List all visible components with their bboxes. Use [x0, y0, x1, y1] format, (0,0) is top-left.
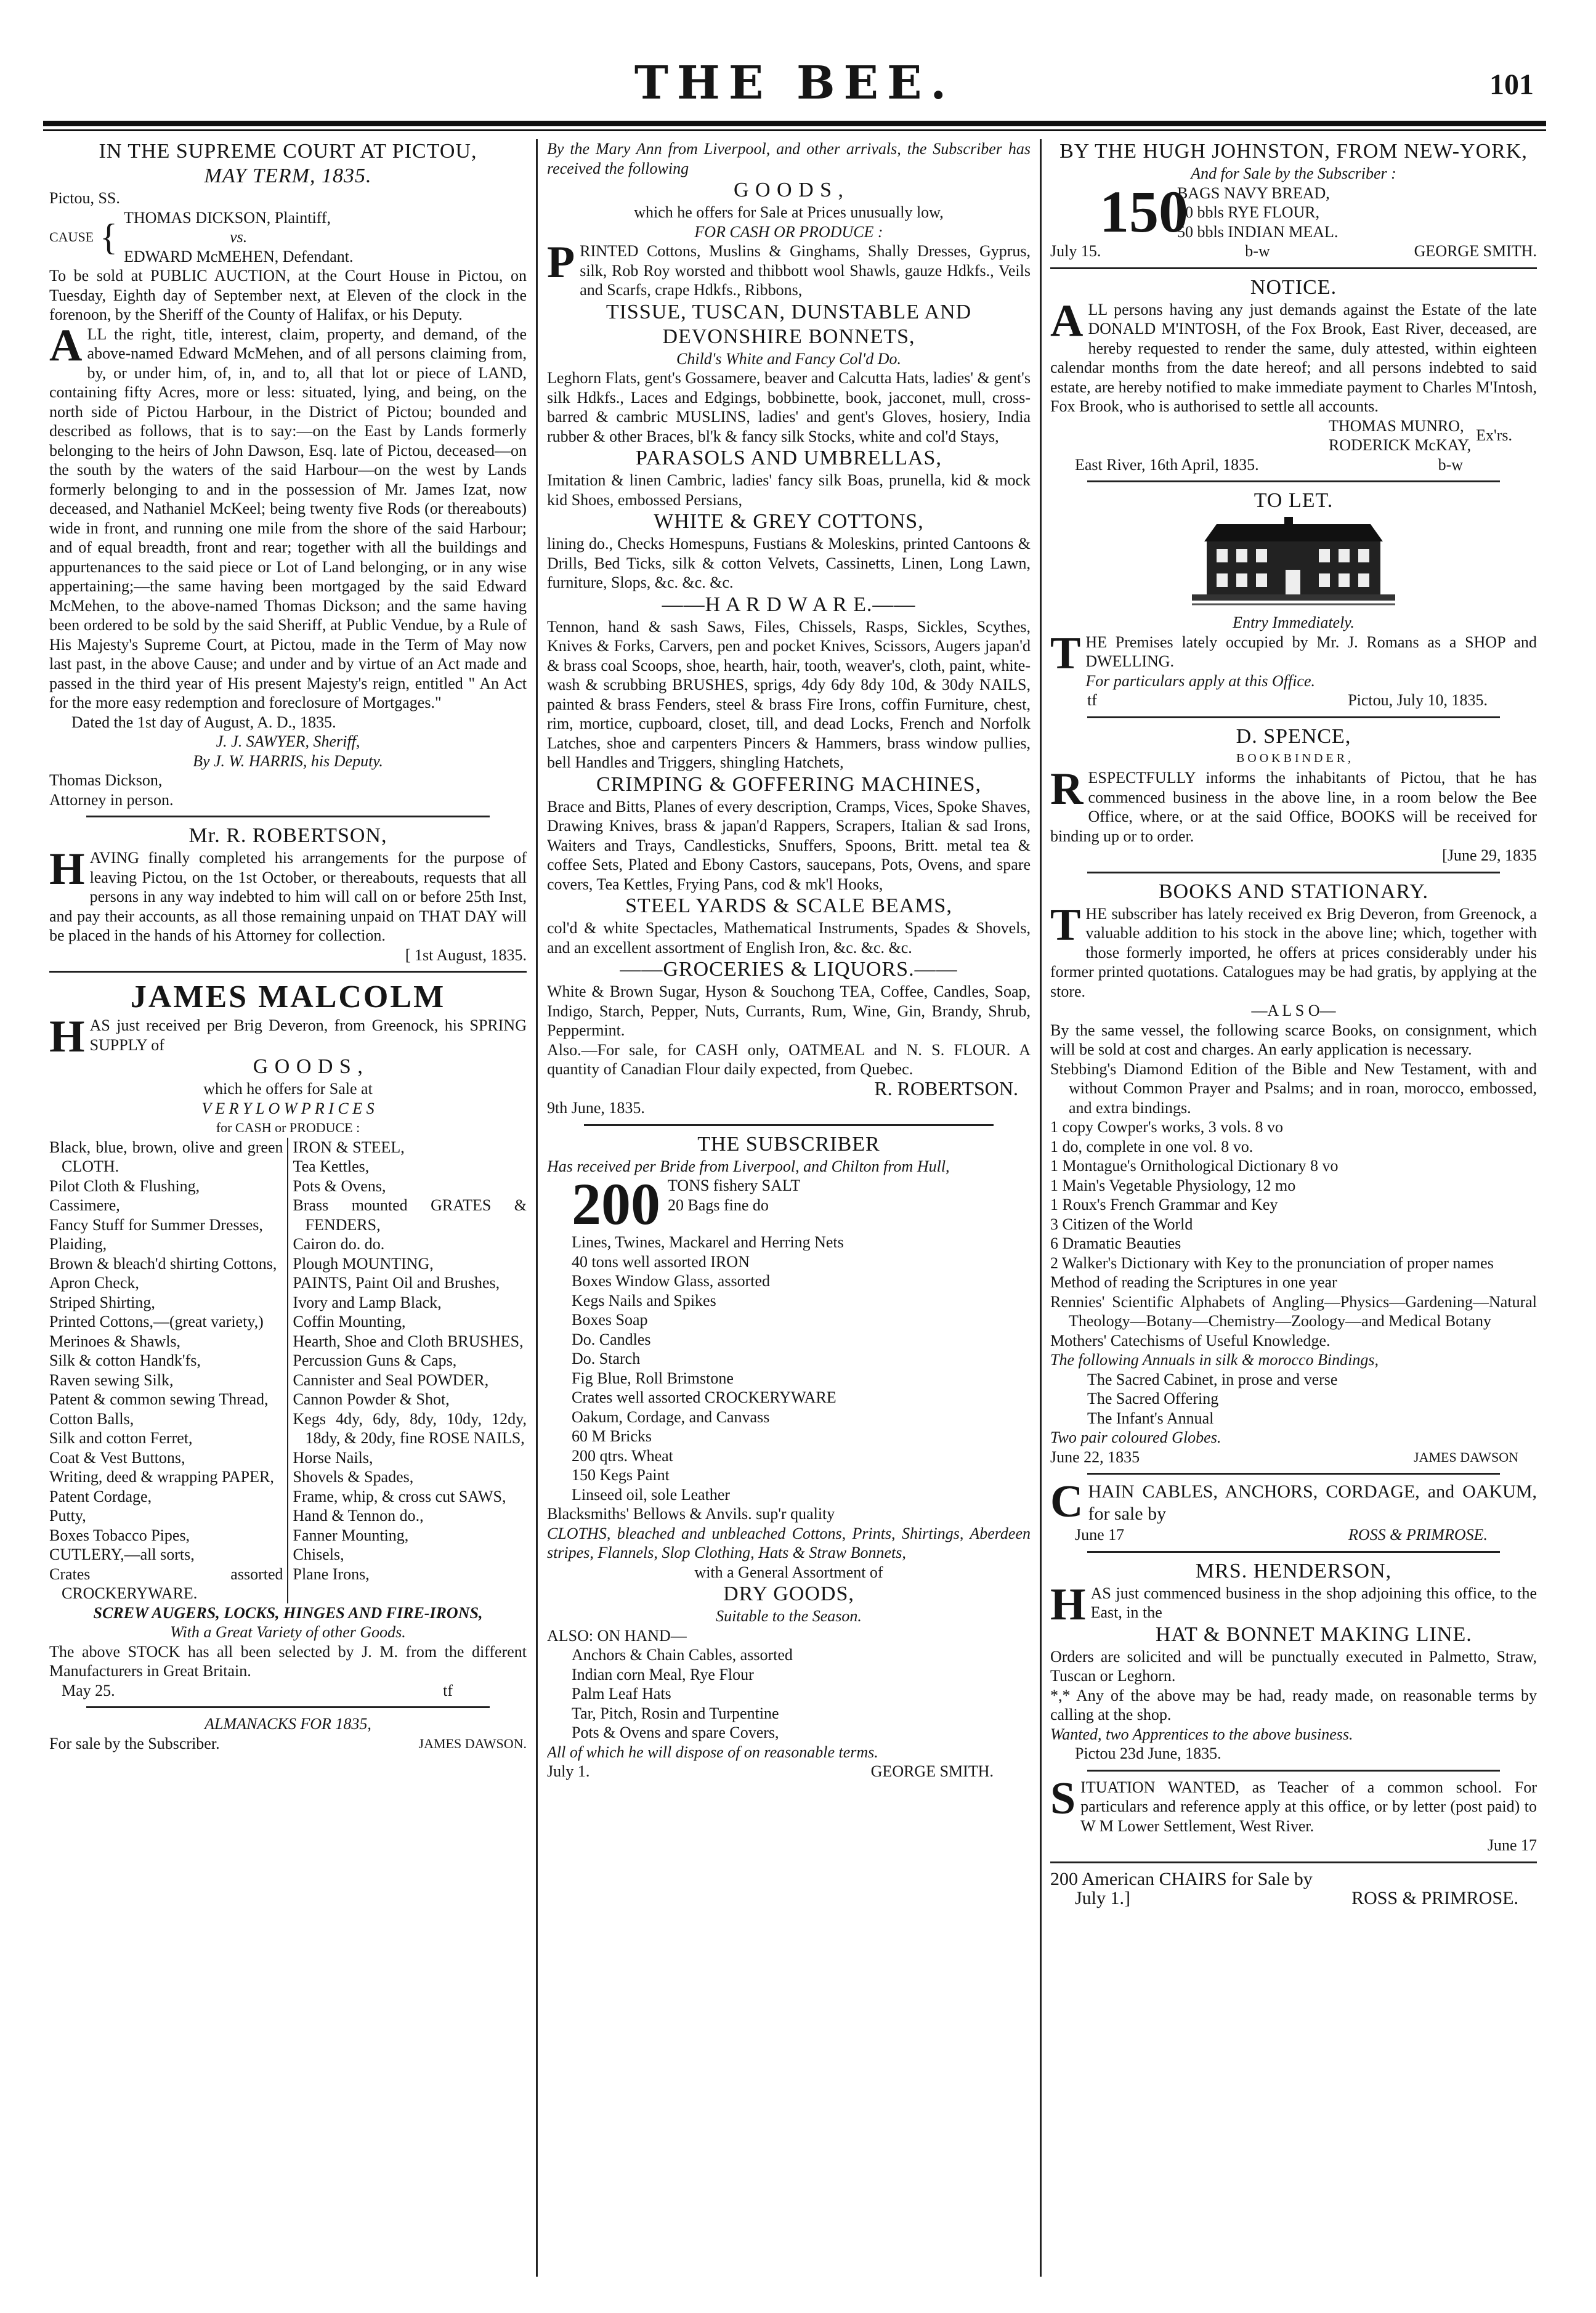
divider [1050, 267, 1537, 269]
dropcap: A [1050, 295, 1084, 346]
column-3 [1050, 139, 1537, 2277]
malcolm-list-item: CUTLERY,—all sorts, [49, 1545, 195, 1563]
court-place: Pictou, SS. [49, 189, 120, 207]
season: Suitable to the Season. [716, 1607, 862, 1625]
chain-signature: ROSS & PRIMROSE. [1348, 1526, 1488, 1544]
malcolm-list-item: Writing, deed & wrapping PAPER, [49, 1468, 274, 1486]
henderson-line: HAT & BONNET MAKING LINE. [1155, 1622, 1472, 1646]
to-let-heading: TO LET. [1254, 489, 1334, 512]
malcolm-list-item: Brown & bleach'd shirting Cottons, [49, 1254, 277, 1273]
court-parties [49, 208, 527, 267]
malcolm-selected: The above STOCK has all been selected by J. M. from the different Manufacturers in Great Britain. [49, 1642, 527, 1680]
robertson-date: [ 1st August, 1835. [405, 946, 527, 964]
malcolm-list-item: Black, blue, brown, olive and green CLOTH. [49, 1138, 283, 1175]
heading-groceries: ——GROCERIES & LIQUORS.—— [620, 958, 958, 981]
malcolm-list-item: Chisels, [293, 1545, 344, 1563]
dropcap: H [49, 844, 85, 894]
annual-list-item: The Infant's Annual [1087, 1409, 1214, 1427]
book-list-item: 1 do, complete in one vol. 8 vo. [1050, 1137, 1254, 1156]
annual-list-item: The Sacred Cabinet, in prose and verse [1087, 1370, 1338, 1388]
malcolm-list-item: Hand & Tennon do., [293, 1507, 424, 1525]
situation-date: June 17 [1487, 1836, 1537, 1854]
subscriber-list-item: Fig Blue, Roll Brimstone [572, 1369, 734, 1387]
general: with a General Assortment of [694, 1563, 883, 1581]
malcolm-heading: JAMES MALCOLM [130, 979, 446, 1015]
divider [1087, 716, 1500, 718]
johnston-list-item: 50 bbls RYE FLOUR, [1177, 203, 1320, 221]
malcolm-right-list [293, 1138, 527, 1603]
situation-ad [1050, 1773, 1537, 1855]
subscriber-list-item: Oakum, Cordage, and Canvass [572, 1408, 770, 1426]
notice-date: East River, 16th April, 1835. [1075, 455, 1259, 474]
malcolm-offer: which he offers for Sale at [203, 1080, 373, 1098]
malcolm-sign [49, 1681, 527, 1701]
heading-steel: STEEL YARDS & SCALE BEAMS, [625, 894, 952, 917]
to-let-ad [1050, 488, 1537, 710]
malcolm-list-item: Pots & Ovens, [293, 1177, 386, 1195]
subscriber-list-item: 40 tons well assorted IRON [572, 1252, 750, 1271]
cold: col'd & white Spectacles, Mathematical Instruments, Spades & Shovels, and an excellent assortment of English Iron, &c. &c. &c. [547, 919, 1031, 957]
subscriber-list-item: Linseed oil, sole Leather [572, 1485, 731, 1504]
dry-goods: DRY GOODS, [723, 1582, 854, 1605]
house-icon [1192, 517, 1395, 609]
malcolm-list-item: Plough MOUNTING, [293, 1254, 434, 1273]
book-list-item: 1 Roux's French Grammar and Key [1050, 1196, 1278, 1213]
notice-mark: b-w [1438, 455, 1463, 474]
malcolm-list-item: Striped Shirting, [49, 1293, 155, 1311]
annual-list-item: The Sacred Offering [1087, 1390, 1219, 1408]
johnston-block [1050, 184, 1537, 242]
henderson-any: *,* Any of the above may be had, ready made, on reasonable terms by calling at the shop. [1050, 1686, 1537, 1724]
malcolm-list-item: Raven sewing Silk, [49, 1371, 174, 1389]
also-flour: Also.—For sale, for CASH only, OATMEAL and N. S. FLOUR. A quantity of Canadian Flour daily expected, from Quebec. [547, 1040, 1031, 1078]
malcolm-list-item: Patent & common sewing Thread, [49, 1390, 269, 1408]
malcolm-list-item: Merinoes & Shawls, [49, 1332, 181, 1350]
malcolm-list-item: Putty, [49, 1507, 86, 1525]
on-hand-list-item: Pots & Ovens and spare Covers, [572, 1724, 779, 1741]
on-hand-list-item: Indian corn Meal, Rye Flour [572, 1665, 754, 1683]
johnston-mark: b-w [1245, 242, 1270, 260]
sugar: White & Brown Sugar, Hyson & Souchong TEA, Coffee, Candles, Soap, Indigo, Starch, Pepper, Nuts, Currants, Rum, Wine, Gin, Brandy, Shrub, Peppermint. [547, 982, 1031, 1039]
court-notice [49, 139, 527, 809]
chain-ad [1050, 1477, 1537, 1545]
malcolm-list-item: Crates assorted CROCKERYWARE. [49, 1565, 283, 1602]
on-hand-list-item: Anchors & Chain Cables, assorted [572, 1646, 793, 1664]
heading-cottons: WHITE & GREY COTTONS, [654, 510, 924, 533]
malcolm-list-item: Boxes Tobacco Pipes, [49, 1526, 190, 1544]
notice-ad [1050, 275, 1537, 475]
subscriber-list-item: Boxes Window Glass, assorted [572, 1272, 771, 1290]
subscriber-list-item: Boxes Soap [572, 1311, 648, 1329]
divider [1087, 1473, 1500, 1475]
book-list-item: Method of reading the Scriptures in one year [1050, 1273, 1337, 1291]
malcolm-list-item: Printed Cottons,—(great variety,) [49, 1313, 264, 1331]
salt-block [547, 1176, 1031, 1233]
salt-tons: TONS fishery SALT [668, 1177, 801, 1194]
malcolm-variety: With a Great Variety of other Goods. [170, 1623, 406, 1641]
childs: Child's White and Fancy Col'd Do. [676, 349, 901, 368]
malcolm-list-item: Fanner Mounting, [293, 1526, 409, 1544]
malcolm-prices: V E R Y L O W P R I C E S [201, 1099, 375, 1117]
brace: Brace and Bitts, Planes of every description, Cramps, Vices, Spoke Shaves, Drawing Knives, brass & japan'd Rappers, Scrapers, Italian & sad Irons, Waiters and Trays, Candlesticks, Snuffers, Spoons, Britt. metal tea & coffee Sets, Plated and Ebony Castors, saucepans, Pots, Ovens, and spare covers, Tea Kettles, Frying Pans, cod & mk'l Hooks, [547, 797, 1031, 893]
subscriber-list-item: 60 M Bricks [572, 1427, 652, 1445]
books-signature: JAMES DAWSON [1414, 1449, 1518, 1465]
spence-sub: B O O K B I N D E R , [1236, 751, 1351, 765]
mary-ann-goods: G O O D S , [733, 179, 845, 201]
subscriber-list-item: Do. Candles [572, 1330, 651, 1348]
chairs-ad [1050, 1869, 1537, 1908]
on-hand-list-item: Palm Leaf Hats [572, 1685, 671, 1703]
subscriber-list-item: Lines, Twines, Mackarel and Herring Nets [572, 1233, 844, 1251]
dropcap: C [1050, 1477, 1084, 1527]
johnston-ad [1050, 139, 1537, 261]
subscriber-heading: THE SUBSCRIBER [697, 1132, 880, 1156]
salt-quantity: 200 [572, 1176, 660, 1233]
bags-quantity: 150 [1100, 183, 1188, 241]
divider [1050, 1861, 1537, 1863]
malcolm-list-item: Kegs 4dy, 6dy, 8dy, 10dy, 12dy, 18dy, & 20dy, fine ROSE NAILS, [293, 1409, 527, 1447]
executor-2: RODERICK McKAY, [1329, 436, 1472, 454]
malcolm-list-item: Cotton Balls, [49, 1409, 134, 1428]
mary-ann-terms: FOR CASH OR PRODUCE : [694, 222, 883, 241]
malcolm-list-item: Plane Irons, [293, 1565, 370, 1583]
column-1 [49, 139, 527, 2277]
almanacks-text: For sale by the Subscriber. [49, 1734, 220, 1752]
heading-tissue: TISSUE, TUSCAN, DUNSTABLE AND DEVONSHIRE BONNETS, [606, 300, 972, 348]
malcolm-list-item: Frame, whip, & cross cut SAWS, [293, 1487, 506, 1505]
johnston-heading: BY THE HUGH JOHNSTON, FROM NEW-YORK, [1059, 140, 1528, 163]
robertson-body: AVING finally completed his arrangements for the purpose of leaving Pictou, on the 1st October, or thereabouts, requests that all persons in any way indebted to him will call on or before 25th Inst, and pay their accounts, as all those remaining unpaid on THAT DAY will be placed in the hands of his Attorney for collection. [49, 849, 527, 944]
court-subheading: MAY TERM, 1835. [204, 164, 372, 187]
masthead-rule-thin [43, 129, 1546, 131]
subscriber-closing: All of which he will dispose of on reasonable terms. [547, 1743, 878, 1761]
almanacks-heading: ALMANACKS FOR 1835, [205, 1715, 371, 1733]
to-let-mark: tf [1087, 691, 1097, 709]
malcolm-list-item: Ivory and Lamp Black, [293, 1293, 442, 1311]
lining: lining do., Checks Homespuns, Fustians & Moleskins, printed Cantoons & Drills, Bed Ticks, silk & cotton Velvets, Cassinetts, Linen, Long Lawn, furniture, Slops, &c. &c. &c. [547, 535, 1031, 591]
malcolm-list-item: Silk and cotton Ferret, [49, 1429, 193, 1447]
malcolm-list-item: Hearth, Shoe and Cloth BRUSHES, [293, 1332, 524, 1350]
malcolm-list-item: Shovels & Spades, [293, 1468, 414, 1486]
divider [86, 816, 490, 817]
henderson-heading: MRS. HENDERSON, [1195, 1559, 1392, 1582]
subscriber-date: July 1. [547, 1762, 590, 1780]
dropcap: R [1050, 764, 1084, 814]
malcolm-list-item: Silk & cotton Handk'fs, [49, 1351, 201, 1369]
subscriber-signature: GEORGE SMITH. [870, 1762, 994, 1780]
subscriber-intro: Has received per Bride from Liverpool, and Chilton from Hull, [547, 1157, 950, 1175]
almanacks-name: JAMES DAWSON. [418, 1735, 527, 1751]
malcolm-date: May 25. [62, 1681, 115, 1699]
court-heading: IN THE SUPREME COURT AT PICTOU, [99, 140, 477, 163]
to-let-body: HE Premises lately occupied by Mr. J. Romans as a SHOP and DWELLING. [1085, 633, 1537, 670]
malcolm-left-list [49, 1138, 288, 1603]
book-list-item: 1 Montague's Ornithological Dictionary 8 vo [1050, 1157, 1339, 1175]
subscriber-list-item: 150 Kegs Paint [572, 1466, 670, 1484]
court-body: LL the right, title, interest, claim, property, and demand, of the above-named Edward McMehen, and of all persons claiming from, by, or under him, of, in, and to, all that lot or piece of LAND, containing fifty Acres, more or less: situated, lying, and being, on the north side of Pictou Harbour, in the District of Pictou; bounded and described as follows, that is to say:—on the East by Lands formerly belonging to the heirs of John Dawson, Esq. late of Pictou, deceased—on the south by the waters of the said Harbour—on the west by Lands formerly belonging to and in the possession of Mr. James Izat, now deceased, and Nathaniel McKeel; being twenty five Rods (or thereabouts) wide in front, and running one mile from the shore of the said Harbour; and of equal breadth, front and rear; together with all the buildings and appurtenances to the said piece or Lot of Land belonging, or in any wise appertaining;—the same having been mortgaged by the said Edward McMehen, to the above-named Thomas Dickson; and the same having been ordered to be sold by the said Sheriff, at Public Vendue, by a Rule of His Majesty's Supreme Court, at Pictou, made in the Term of May now last past, in the above Cause; and under and by virtue of an Act made and passed in the third year of His present Majesty's reign, entitled " An Act for the more easy redemption and foreclosure of Mortgages." [49, 325, 527, 711]
malcolm-list-item: Apron Check, [49, 1274, 139, 1292]
mary-ann-printed: RINTED Cottons, Muslins & Ginghams, Shally Dresses, Gyprus, silk, Rob Roy worsted and thibbott wool Shawls, gauze Hdkfs., Veils and Scarfs, crape Hdkfs., Ribbons, [580, 242, 1031, 299]
divider [1087, 1770, 1500, 1772]
mary-ann-intro: By the Mary Ann from Liverpool, and other arrivals, the Subscriber has received the following [547, 140, 1031, 177]
johnston-date: July 15. [1050, 242, 1101, 260]
divider [1087, 1551, 1500, 1553]
annual-list [1050, 1370, 1537, 1428]
spence-date: [June 29, 1835 [1442, 846, 1537, 864]
attorney-label: Attorney in person. [49, 790, 174, 809]
plaintiff: THOMAS DICKSON, Plaintiff, [123, 208, 331, 227]
books-heading: BOOKS AND STATIONARY. [1159, 880, 1428, 903]
chairs-signature: ROSS & PRIMROSE. [1351, 1888, 1518, 1908]
column-divider [1040, 139, 1042, 2277]
dropcap: T [1050, 899, 1081, 950]
chairs-line: 200 American CHAIRS for Sale by [1050, 1868, 1313, 1889]
malcolm-list-item: Horse Nails, [293, 1448, 373, 1467]
divider [86, 1706, 490, 1708]
masthead [43, 57, 1546, 124]
on-hand-items [547, 1645, 1031, 1743]
spence-heading: D. SPENCE, [1236, 724, 1351, 748]
henderson-wanted: Wanted, two Apprentices to the above business. [1050, 1725, 1353, 1743]
book-list-item: Rennies' Scientific Alphabets of Angling—Physics—Gardening—Natural Theology—Botany—Chemistry—Zoology—and Medical Botany [1050, 1292, 1537, 1330]
books-body: HE subscriber has lately received ex Brig Deveron, from Greenock, a valuable addition to his stock in the above line; which, together with those formerly imported, he offers at prices considerably under his former printed quotations. Catalogues may be had gratis, by applying at the store. [1050, 904, 1537, 1000]
malcolm-terms: for CASH or PRODUCE : [216, 1120, 360, 1135]
dropcap: T [1050, 628, 1081, 679]
executors [1050, 416, 1537, 455]
mary-ann-date: 9th June, 1835. [547, 1099, 645, 1117]
robertson-signature: R. ROBERTSON. [874, 1077, 1018, 1100]
books-date: June 22, 1835 [1050, 1448, 1140, 1466]
mary-ann-offer: which he offers for Sale at Prices unusually low, [634, 203, 944, 221]
on-hand-list-item: Tar, Pitch, Rosin and Turpentine [572, 1704, 779, 1722]
chairs-date: July 1.] [1075, 1888, 1130, 1908]
johnston-signature: GEORGE SMITH. [1414, 242, 1537, 260]
defendant: EDWARD McMEHEN, Defendant. [123, 247, 354, 265]
dropcap: A [49, 320, 83, 371]
johnston-sign [1050, 241, 1537, 261]
malcolm-list-item: Cairon do. do. [293, 1235, 385, 1253]
books-vessel: By the same vessel, the following scarce Books, on consignment, which will be sold at cost and charges. An early application is necessary. [1050, 1021, 1537, 1058]
subscriber-list-item: Crates well assorted CROCKERYWARE [572, 1388, 836, 1406]
to-let-particulars: For particulars apply at this Office. [1085, 671, 1316, 690]
deputy: By J. W. HARRIS, his Deputy. [193, 751, 383, 770]
court-intro: To be sold at PUBLIC AUCTION, at the Court House in Pictou, on Tuesday, Eighth day of September next, at Eleven of the clock in the forenoon, by the Sheriff of the County of Halifax, or his Deputy. [49, 267, 527, 323]
book-list-item: 1 Main's Vegetable Physiology, 12 mo [1050, 1176, 1296, 1194]
malcolm-list-item: IRON & STEEL, [293, 1138, 405, 1156]
divider [1087, 480, 1500, 482]
heading-hardware: ——H A R D W A R E.—— [662, 593, 916, 616]
cause-label: CAUSE [49, 229, 94, 245]
book-list-item: 3 Citizen of the World [1050, 1215, 1193, 1233]
malcolm-list-item: Coffin Mounting, [293, 1313, 406, 1331]
column-divider [536, 139, 538, 2277]
subscriber-sign [547, 1762, 1031, 1781]
book-list-item: 1 copy Cowper's works, 3 vols. 8 vo [1050, 1118, 1284, 1136]
newspaper-title: THE BEE. [634, 57, 955, 110]
vs: vs. [230, 228, 248, 246]
books-sign [1050, 1448, 1537, 1467]
malcolm-list-item: Cassimere, [49, 1196, 120, 1214]
heading-parasols: PARASOLS AND UMBRELLAS, [636, 447, 942, 469]
malcolm-list-item: Brass mounted GRATES & FENDERS, [293, 1196, 527, 1234]
dropcap: H [49, 1011, 85, 1062]
books-list [1050, 1059, 1537, 1351]
subscriber-list-item: Kegs Nails and Spikes [572, 1291, 716, 1310]
chain-sign [1050, 1525, 1537, 1545]
divider [1087, 872, 1500, 873]
malcolm-list-item: Tea Kettles, [293, 1157, 370, 1175]
subscriber-list-item: 200 qtrs. Wheat [572, 1446, 673, 1465]
imitation: Imitation & linen Cambric, ladies' fancy silk Boas, prunella, kid & mock kid Shoes, embossed Persians, [547, 471, 1031, 509]
notice-body: LL persons having any just demands against the Estate of the late DONALD M'INTOSH, of the Fox Brook, East River, deceased, are hereby requested to render the same, duly attested, within eighteen calendar months from the date hereof; and all persons indebted to said estate, are hereby notified to make immediate payment to Charles M'Intosh, Fox Brook, who is authorised to settle all accounts. [1050, 300, 1537, 415]
books-ad [1050, 880, 1537, 1467]
subscriber-items [547, 1233, 1031, 1504]
executor-1: THOMAS MUNRO, [1329, 416, 1464, 435]
attorney-name: Thomas Dickson, [49, 771, 163, 789]
cloths: CLOTHS, bleached and unbleached Cottons, Prints, Shirtings, Aberdeen stripes, Flannels, Slop Clothing, Hats & Straw Bonnets, [547, 1524, 1031, 1562]
subscriber-list-item: Do. Starch [572, 1350, 641, 1367]
book-list-item: Stebbing's Diamond Edition of the Bible and New Testament, with and without Common Prayer and Psalms; and in roan, morocco, embossed, and extra bindings. [1050, 1059, 1537, 1117]
sheriff: J. J. SAWYER, Sheriff, [216, 732, 360, 750]
chairs-sign [1050, 1889, 1537, 1908]
malcolm-goods: G O O D S , [253, 1055, 363, 1078]
dropcap: P [547, 237, 575, 288]
robertson-heading: Mr. R. ROBERTSON, [188, 824, 387, 847]
johnston-list-item: 50 bbls INDIAN MEAL. [1177, 222, 1339, 241]
malcolm-list-item: Patent Cordage, [49, 1487, 152, 1505]
to-let-sign [1050, 691, 1537, 710]
malcolm-list-item: Plaiding, [49, 1235, 107, 1253]
to-let-entry: Entry Immediately. [1233, 614, 1355, 631]
henderson-body: AS just commenced business in the shop adjoining this office, to the East, in the [1090, 1584, 1537, 1621]
books-annuals: The following Annuals in silk & morocco Bindings, [1050, 1351, 1379, 1369]
heading-crimping: CRIMPING & GOFFERING MACHINES, [596, 772, 982, 796]
subscriber-ad [547, 1132, 1031, 1781]
books-also: —A L S O— [1251, 1002, 1336, 1019]
also-on-hand: ALSO: ON HAND— [547, 1626, 687, 1645]
chain-date: June 17 [1075, 1526, 1125, 1544]
tennon: Tennon, hand & sash Saws, Files, Chissels, Rasps, Sickles, Scythes, Knives & Forks, Carvers, pen and pocket Knives, Scissors, Augers japan'd & brass coal Scoops, shoe, hearth, hair, tooth, weaver's, cloth, paint, white-wash & scrubbing BRUSHES, sprigs, 4dy 6dy 8dy 10d, & 30dy NAILS, painted & brass Fenders, steel & brass Fire Irons, coffin Furniture, chest, rim, mortice, cupboard, closet, till, and dead Locks, French and Norfolk Latches, shoe and carpenters Pincers & Hammers, brass window pullies, bell Handles and Triggers, shingling Hatchets, [547, 617, 1031, 771]
book-list-item: 6 Dramatic Beauties [1050, 1234, 1181, 1252]
column-2 [547, 139, 1031, 2277]
malcolm-items [49, 1138, 527, 1603]
leghorn: Leghorn Flats, gent's Gossamere, beaver and Calcutta Hats, ladies' & gent's silk Hdkfs., Laces and Edgings, bobbinette, book, jacconet, mull, cross-barred & cambric MUSLINS, ladies' and gent's Gloves, hosiery, India rubber & other Braces, bl'k & fancy silk Stocks, white and col'd Stays, [547, 369, 1031, 445]
divider [584, 1124, 994, 1126]
notice-heading: NOTICE. [1250, 275, 1337, 299]
book-list-item: 2 Walker's Dictionary with Key to the pronunciation of proper names [1050, 1254, 1494, 1272]
almanacks-ad [49, 1714, 527, 1753]
malcolm-mark: tf [443, 1681, 453, 1699]
malcolm-screw: SCREW AUGERS, LOCKS, HINGES AND FIRE-IRONS, [93, 1603, 483, 1622]
brace-icon: { [100, 216, 118, 257]
malcolm-list-item: PAINTS, Paint Oil and Brushes, [293, 1274, 500, 1292]
masthead-rule-thick [43, 121, 1546, 126]
malcolm-list-item: Cannister and Seal POWDER, [293, 1371, 489, 1389]
book-list-item: Mothers' Catechisms of Useful Knowledge. [1050, 1331, 1331, 1350]
johnston-list-item: BAGS NAVY BREAD, [1177, 184, 1330, 202]
malcolm-list-item: Fancy Stuff for Summer Dresses, [49, 1215, 263, 1234]
almanacks-sign [49, 1734, 527, 1754]
divider [49, 971, 527, 973]
henderson-orders: Orders are solicited and will be punctually executed in Palmetto, Straw, Tuscan or Leghorn. [1050, 1647, 1537, 1685]
page-number: 101 [1489, 68, 1534, 101]
malcolm-list-item: Cannon Powder & Shot, [293, 1390, 450, 1408]
bellows: Blacksmiths' Bellows & Anvils. sup'r quality [547, 1505, 835, 1523]
henderson-ad [1050, 1559, 1537, 1764]
chain-body: HAIN CABLES, ANCHORS, CORDAGE, and OAKUM, for sale by [1088, 1481, 1537, 1524]
malcolm-list-item: Pilot Cloth & Flushing, [49, 1177, 200, 1195]
dropcap: H [1050, 1579, 1086, 1630]
malcolm-list-item: Percussion Guns & Caps, [293, 1351, 457, 1369]
executors-label: Ex'rs. [1476, 426, 1512, 445]
robertson-notice [49, 824, 527, 965]
malcolm-body: AS just received per Brig Deveron, from Greenock, his SPRING SUPPLY of [89, 1016, 527, 1054]
mary-ann-ad [547, 139, 1031, 1118]
situation-body: ITUATION WANTED, as Teacher of a common school. For particulars and reference apply at this office, or by letter (post paid) to W M Lower Settlement, West River. [1080, 1778, 1537, 1835]
books-globes: Two pair coloured Globes. [1050, 1428, 1221, 1446]
dropcap: S [1050, 1773, 1076, 1824]
notice-sign [1050, 455, 1537, 475]
henderson-date: Pictou 23d June, 1835. [1075, 1744, 1221, 1762]
johnston-sub: And for Sale by the Subscriber : [1191, 164, 1396, 182]
spence-ad [1050, 724, 1537, 865]
court-dated: Dated the 1st day of August, A. D., 1835. [71, 713, 336, 731]
malcolm-ad [49, 979, 527, 1700]
salt-bags: 20 Bags fine do [668, 1196, 769, 1214]
to-let-date: Pictou, July 10, 1835. [1348, 691, 1488, 709]
spence-body: ESPECTFULLY informs the inhabitants of Pictou, that he has commenced business in the above line, in a room below the Bee Office, where, or at the said Office, BOOKS will be received for binding up or to order. [1050, 769, 1537, 845]
malcolm-list-item: Coat & Vest Buttons, [49, 1448, 185, 1467]
